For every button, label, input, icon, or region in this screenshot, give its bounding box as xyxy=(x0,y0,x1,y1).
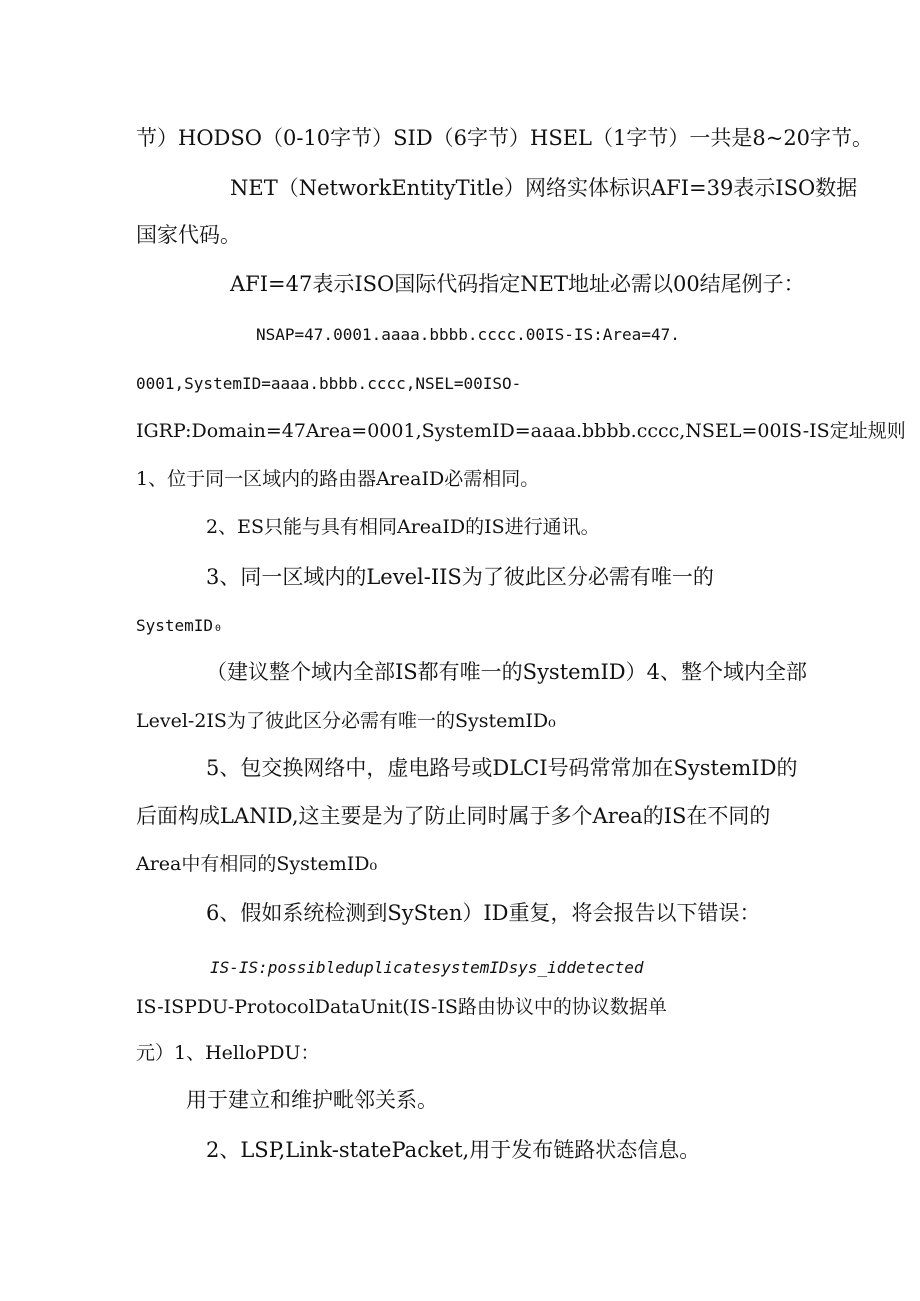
text-line-12: （建议整个域内全部IS都有唯一的SystemID）4、整个域内全部 xyxy=(206,660,807,684)
text-line-18: IS-IS:possibleduplicatesystemIDsys_iddetected xyxy=(210,958,644,977)
text-line-4: AFI=47表示ISO国际代码指定NET地址必需以00结尾例子： xyxy=(230,272,805,296)
text-line-2: NET（NetworkEntityTitle）网络实体标识AFI=39表示ISO数据 xyxy=(230,176,858,200)
text-line-15: 后面构成LANID,这主要是为了防止同时属于多个Area的IS在不同的 xyxy=(136,804,771,828)
text-line-21: 用于建立和维护毗邻关系。 xyxy=(186,1088,438,1112)
text-line-6: 0001,SystemID=aaaa.bbbb.cccc,NSEL=00ISO- xyxy=(136,374,522,393)
text-line-8: 1、位于同一区域内的路由器AreaID必需相同。 xyxy=(136,468,540,490)
text-line-20: 元）1、HelloPDU： xyxy=(136,1042,320,1064)
text-line-22: 2、LSP,Link-statePacket,用于发布链路状态信息。 xyxy=(206,1138,701,1162)
text-line-13: Level-2IS为了彼此区分必需有唯一的SystemID₀ xyxy=(136,710,556,732)
text-line-10: 3、同一区域内的Level-IIS为了彼此区分必需有唯一的 xyxy=(206,565,714,589)
text-line-17: 6、假如系统检测到SySten）ID重复，将会报告以下错误： xyxy=(206,901,761,925)
text-line-1: 节）HODSO（0-10字节）SID（6字节）HSEL（1字节）一共是8~20字节。 xyxy=(136,126,874,150)
text-line-9: 2、ES只能与具有相同AreaID的IS进行通讯。 xyxy=(206,516,600,538)
text-line-7: IGRP:Domain=47Area=0001,SystemID=aaaa.bbbb.cccc,NSEL=00IS-IS定址规则 xyxy=(136,420,906,442)
text-line-5: NSAP=47.0001.aaaa.bbbb.cccc.00IS-IS:Area=47. xyxy=(256,325,680,344)
text-line-14: 5、包交换网络中，虚电路号或DLCI号码常常加在SystemID的 xyxy=(206,756,798,780)
text-line-3: 国家代码。 xyxy=(136,223,241,247)
text-line-19: IS-ISPDU-ProtocolDataUnit(IS-IS路由协议中的协议数据单 xyxy=(136,996,667,1018)
text-line-16: Area中有相同的SystemID₀ xyxy=(136,853,378,875)
text-line-11: SystemID₀ xyxy=(136,616,223,635)
